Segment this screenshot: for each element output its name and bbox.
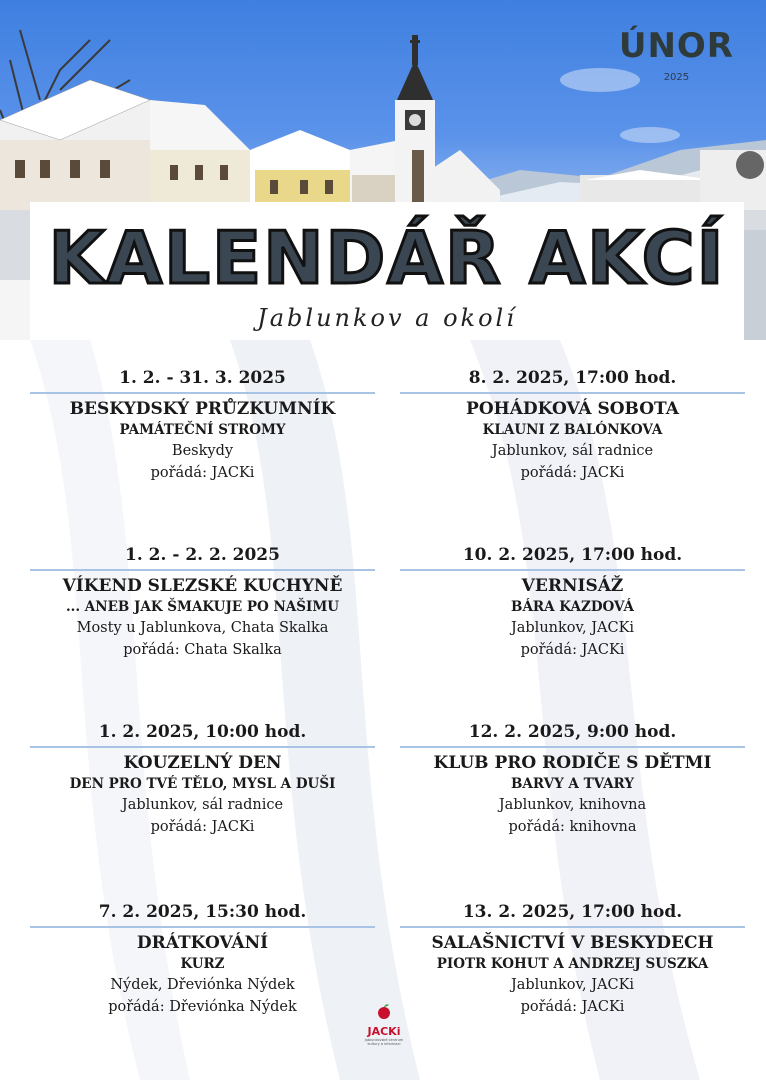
event-card [30, 545, 375, 661]
event-title: BESKYDSKÝ PRŮZKUMNÍK [69, 399, 336, 419]
divider [30, 569, 375, 571]
event-place: Jablunkov, sál radnice [491, 443, 654, 459]
logo-tagline: Jablunkovské centrum kultury a informací [364, 1038, 404, 1046]
event-organizer: pořádá: JACKi [520, 642, 625, 658]
logo-name: JACKi [367, 1025, 401, 1038]
event-title: SALAŠNICTVÍ V BESKYDECH [431, 933, 714, 953]
apple-icon [375, 1003, 393, 1021]
event-date: 12. 2. 2025, 9:00 hod. [468, 722, 677, 742]
event-organizer: pořádá: JACKi [150, 465, 255, 481]
event-place: Nýdek, Dřeviónka Nýdek [110, 977, 295, 993]
event-place: Jablunkov, JACKi [510, 977, 635, 993]
event-subtitle: KLAUNI Z BALÓNKOVA [482, 422, 663, 438]
event-organizer: pořádá: JACKi [520, 999, 625, 1015]
event-date: 13. 2. 2025, 17:00 hod. [462, 902, 683, 922]
event-organizer: pořádá: JACKi [150, 819, 255, 835]
event-place: Beskydy [171, 443, 234, 459]
event-organizer: pořádá: Dřeviónka Nýdek [108, 999, 297, 1015]
event-date: 1. 2. - 2. 2. 2025 [125, 545, 280, 565]
event-subtitle: ... ANEB JAK ŠMAKUJE PO NAŠIMU [65, 599, 340, 615]
event-organizer: pořádá: Chata Skalka [123, 642, 282, 658]
event-subtitle: BARVY A TVARY [511, 776, 634, 792]
event-card [400, 722, 745, 838]
divider [30, 926, 375, 928]
event-title: KLUB PRO RODIČE S DĚTMI [433, 753, 712, 773]
header-photo [0, 0, 766, 340]
month-label: ÚNOR [618, 26, 734, 66]
event-place: Mosty u Jablunkova, Chata Skalka [76, 620, 329, 636]
event-title: VERNISÁŽ [521, 576, 624, 596]
divider [400, 569, 745, 571]
divider [400, 392, 745, 394]
event-card [400, 902, 745, 1018]
divider [30, 746, 375, 748]
year-label: 2025 [663, 72, 690, 83]
event-card [400, 368, 745, 484]
divider [400, 926, 745, 928]
page-title: KALENDÁŘ AKCÍ [48, 216, 726, 300]
event-subtitle: BÁRA KAZDOVÁ [511, 599, 634, 615]
month-badge [619, 26, 734, 83]
event-title: POHÁDKOVÁ SOBOTA [466, 399, 679, 419]
event-subtitle: PAMÁTEČNÍ STROMY [119, 422, 286, 438]
event-date: 1. 2. - 31. 3. 2025 [119, 368, 286, 388]
event-card [30, 368, 375, 484]
event-subtitle: KURZ [180, 956, 225, 972]
event-title: KOUZELNÝ DEN [123, 753, 282, 773]
event-organizer: pořádá: JACKi [520, 465, 625, 481]
event-card [400, 545, 745, 661]
event-organizer: pořádá: knihovna [508, 819, 637, 835]
event-date: 7. 2. 2025, 15:30 hod. [98, 902, 307, 922]
divider [30, 392, 375, 394]
event-title: VÍKEND SLEZSKÉ KUCHYNĚ [62, 576, 343, 596]
event-subtitle: DEN PRO TVÉ TĚLO, MYSL A DUŠI [69, 776, 336, 792]
event-place: Jablunkov, JACKi [510, 620, 635, 636]
event-place: Jablunkov, sál radnice [121, 797, 284, 813]
event-card [30, 902, 375, 1018]
title-panel [30, 202, 744, 340]
event-date: 8. 2. 2025, 17:00 hod. [468, 368, 677, 388]
event-date: 10. 2. 2025, 17:00 hod. [462, 545, 683, 565]
jacki-logo [364, 1003, 404, 1046]
event-card [30, 722, 375, 838]
event-place: Jablunkov, knihovna [498, 797, 647, 813]
divider [400, 746, 745, 748]
page-subtitle: Jablunkov a okolí [257, 304, 517, 332]
event-title: DRÁTKOVÁNÍ [136, 933, 269, 953]
event-subtitle: PIOTR KOHUT A ANDRZEJ SUSZKA [436, 956, 709, 972]
event-date: 1. 2. 2025, 10:00 hod. [98, 722, 307, 742]
